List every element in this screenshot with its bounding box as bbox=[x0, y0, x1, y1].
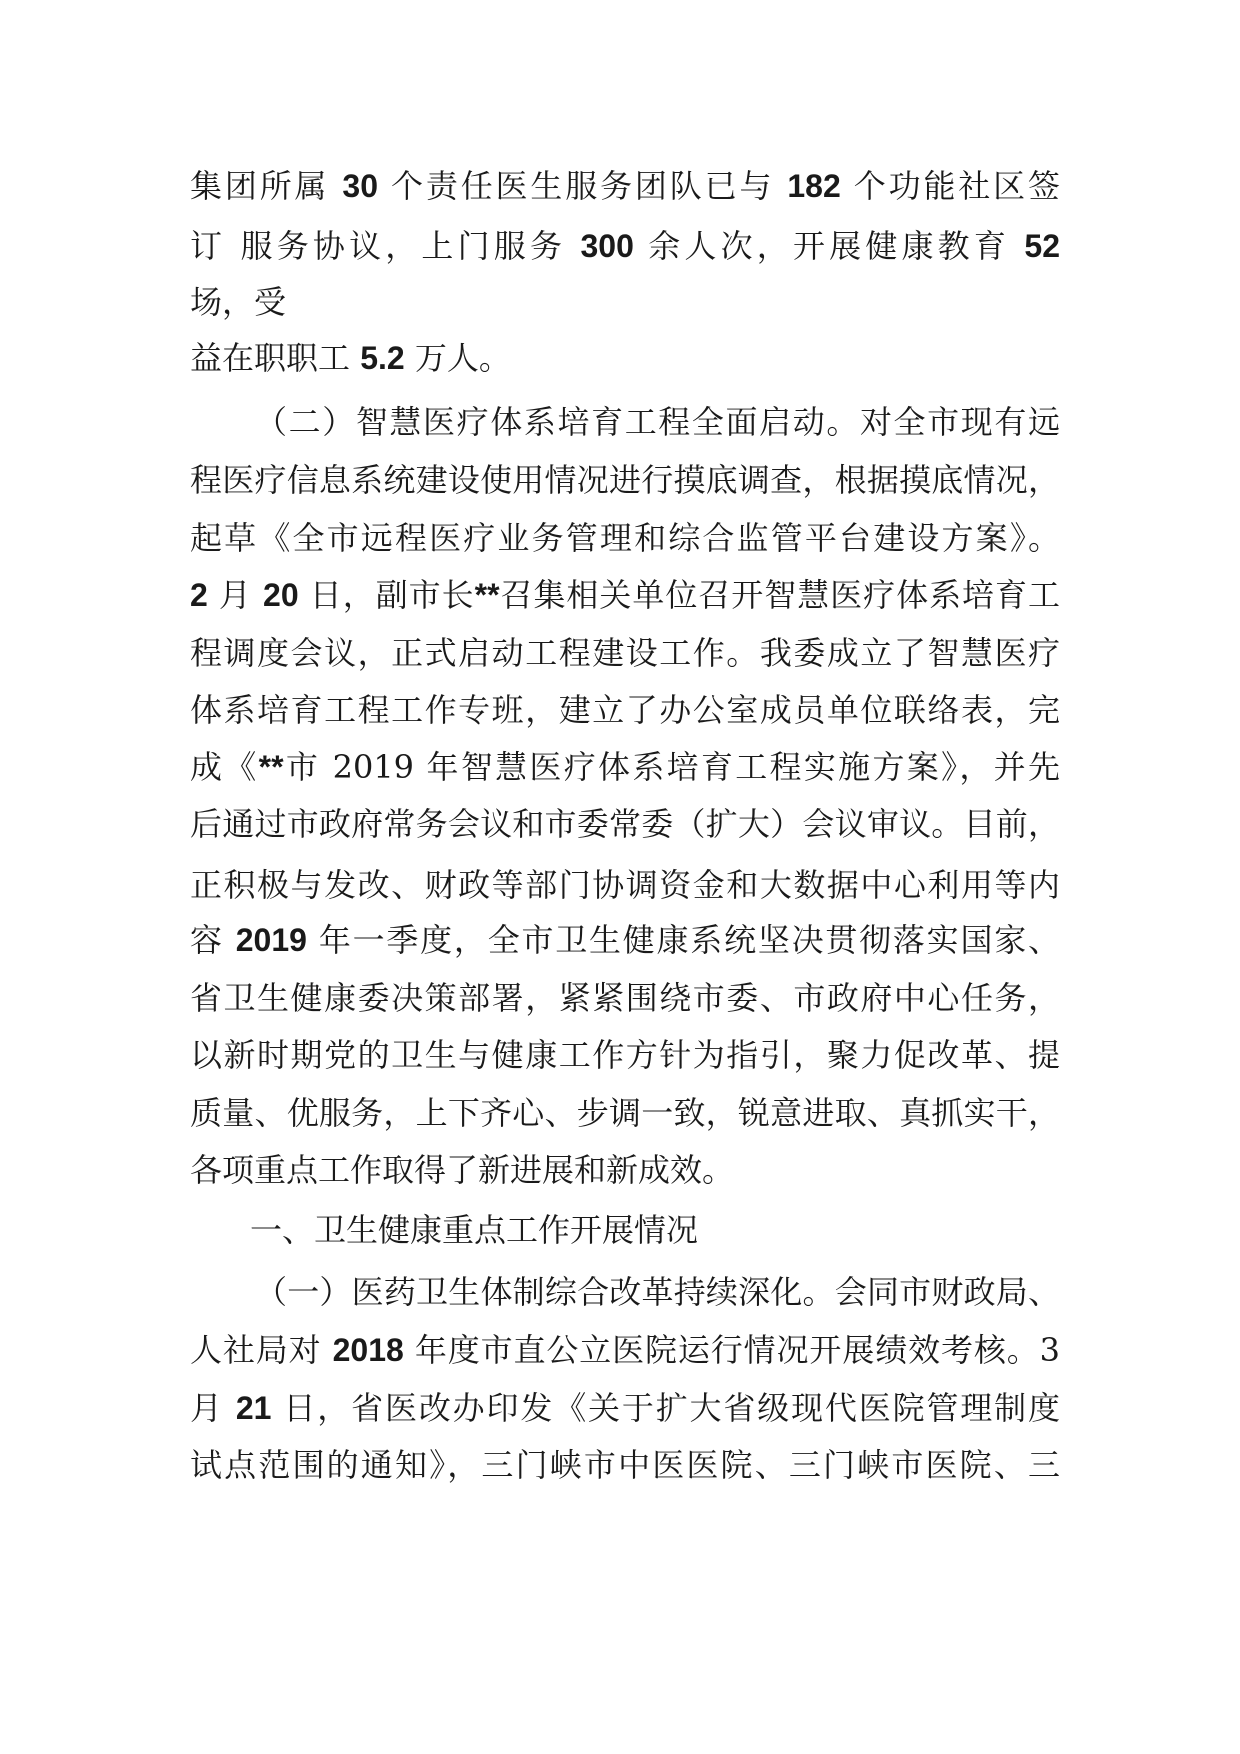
text-line bbox=[190, 1445, 1060, 1485]
text-line bbox=[190, 282, 1060, 322]
text-run: 成《 bbox=[190, 748, 259, 786]
bold-text-run: ** bbox=[258, 749, 284, 785]
text-run: 个功能社区签 bbox=[840, 167, 1060, 205]
text-line bbox=[190, 633, 1060, 673]
text-line bbox=[190, 226, 1060, 266]
text-line bbox=[190, 460, 1060, 500]
text-run: 万人。 bbox=[404, 339, 511, 377]
text-run: 日，省医改办印发《关于扩大省级现代医院管理制度 bbox=[271, 1389, 1060, 1427]
text-run: 年一季度，全市卫生健康系统坚决贯彻落实国家、 bbox=[306, 921, 1060, 959]
text-line bbox=[190, 1093, 1060, 1133]
text-run: （一）医药卫生体制综合改革持续深化。会同市财政局、 bbox=[255, 1273, 1060, 1311]
text-line bbox=[190, 575, 1060, 615]
text-run: 集团所属 bbox=[190, 167, 343, 205]
bold-text-run: 2 bbox=[190, 577, 208, 613]
text-run: 余人次，开展健康教育 bbox=[633, 227, 1025, 265]
text-line bbox=[190, 978, 1060, 1018]
text-run: 月 bbox=[207, 576, 264, 614]
text-run: 后通过市政府常务会议和市委常委（扩大）会议审议。目前， bbox=[190, 805, 1060, 843]
section-heading-line bbox=[250, 1210, 1060, 1250]
text-run: 日，副市长 bbox=[298, 576, 475, 614]
text-run: 起草《全市远程医疗业务管理和综合监管平台建设方案》。 bbox=[190, 519, 1060, 557]
text-line bbox=[190, 1330, 1060, 1370]
text-run: 以新时期党的卫生与健康工作方针为指引，聚力促改革、提 bbox=[190, 1036, 1060, 1074]
text-run: 省卫生健康委决策部署，紧紧围绕市委、市政府中心任务， bbox=[190, 979, 1060, 1017]
text-run: 一、卫生健康重点工作开展情况 bbox=[250, 1211, 699, 1249]
text-run: 质量、优服务，上下齐心、步调一致，锐意进取、真抓实干， bbox=[190, 1094, 1060, 1132]
text-run: 试点范围的通知》，三门峡市中医医院、三门峡市医院、三 bbox=[190, 1446, 1060, 1484]
section-heading-line bbox=[255, 402, 1060, 442]
text-line bbox=[190, 1035, 1060, 1075]
text-line bbox=[190, 1388, 1060, 1428]
text-run: 月 bbox=[190, 1389, 236, 1427]
text-run: 正积极与发改、财政等部门协调资金和大数据中心利用等内 bbox=[190, 866, 1060, 904]
text-run: 年度市直公立医院运行情况开展绩效考核。3 bbox=[403, 1331, 1060, 1369]
bold-text-run: 2018 bbox=[332, 1332, 404, 1368]
text-run: 益在职职工 bbox=[190, 339, 361, 377]
bold-text-run: 300 bbox=[580, 228, 634, 264]
bold-text-run: ** bbox=[474, 577, 500, 613]
text-run: 召集相关单位召开智慧医疗体系培育工 bbox=[499, 576, 1060, 614]
text-run: 程医疗信息系统建设使用情况进行摸底调查，根据摸底情况， bbox=[190, 461, 1060, 499]
text-line bbox=[190, 518, 1060, 558]
text-line bbox=[190, 920, 1060, 960]
bold-text-run: 20 bbox=[263, 577, 299, 613]
text-run: 体系培育工程工作专班，建立了办公室成员单位联络表，完 bbox=[190, 691, 1060, 729]
text-line bbox=[190, 1150, 1060, 1190]
text-run: （二）智慧医疗体系培育工程全面启动。对全市现有远 bbox=[255, 403, 1060, 441]
bold-text-run: 21 bbox=[235, 1390, 272, 1426]
text-line bbox=[190, 865, 1060, 905]
text-line bbox=[190, 338, 1060, 378]
text-line bbox=[190, 166, 1060, 206]
text-run: 市 2019 年智慧医疗体系培育工程实施方案》，并先 bbox=[283, 748, 1060, 786]
bold-text-run: 30 bbox=[342, 168, 378, 204]
text-run: 容 bbox=[190, 921, 236, 959]
text-run: 个责任医生服务团队已与 bbox=[378, 167, 788, 205]
text-run: 订 服务协议，上门服务 bbox=[190, 227, 581, 265]
text-line bbox=[190, 690, 1060, 730]
text-run: 场，受 bbox=[190, 283, 287, 321]
text-run: 人社局对 bbox=[190, 1331, 333, 1369]
bold-text-run: 52 bbox=[1024, 228, 1060, 264]
text-run: 各项重点工作取得了新进展和新成效。 bbox=[190, 1151, 735, 1189]
text-line bbox=[190, 747, 1060, 787]
bold-text-run: 5.2 bbox=[360, 340, 405, 376]
text-line bbox=[190, 804, 1060, 844]
text-run: 程调度会议，正式启动工程建设工作。我委成立了智慧医疗 bbox=[190, 634, 1060, 672]
section-heading-line bbox=[255, 1272, 1060, 1312]
bold-text-run: 182 bbox=[787, 168, 841, 204]
bold-text-run: 2019 bbox=[235, 922, 307, 958]
